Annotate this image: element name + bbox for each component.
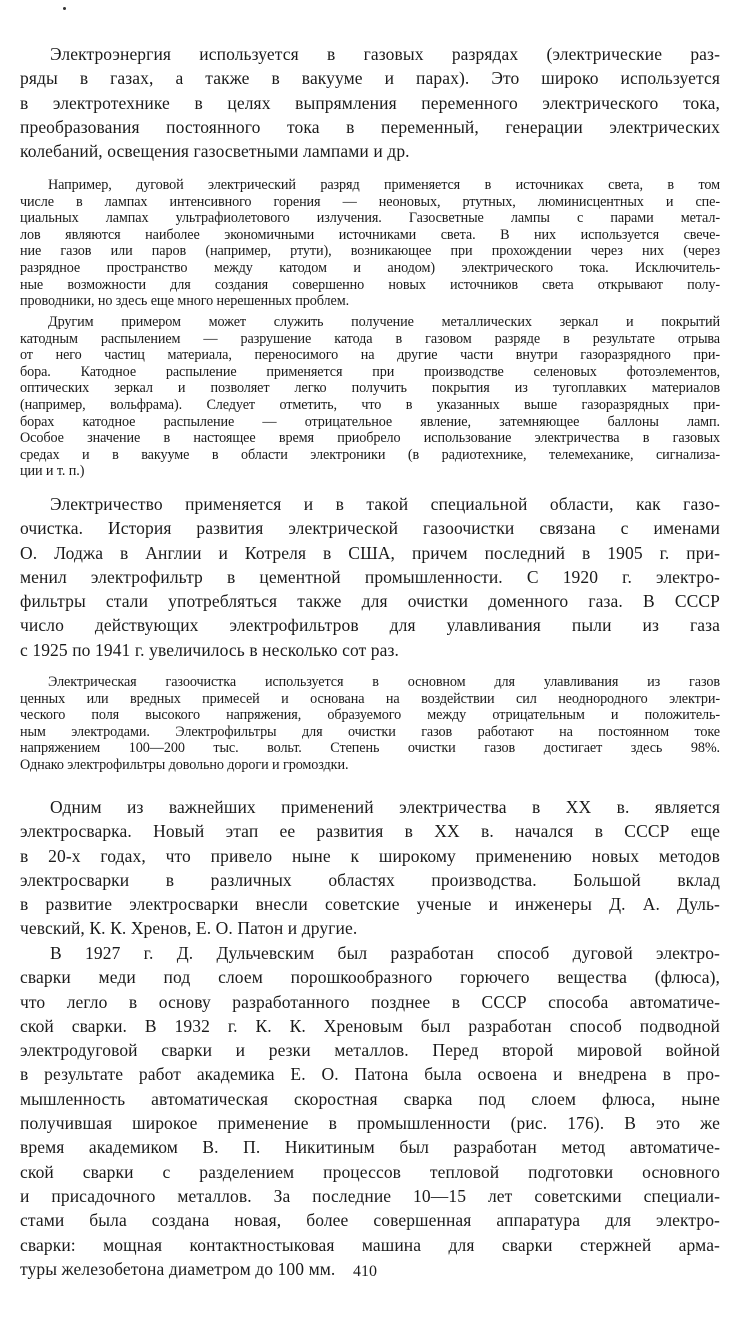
text-line: ции и т. п.) — [20, 463, 85, 480]
text-line: время академиком В. П. Никитиным был разработан метод автоматиче- — [20, 1137, 720, 1158]
text-line: электросварка. Новый этап ее развития в XX в. начался в СССР еще — [20, 821, 720, 842]
text-line: от него частиц материала, переносимого на другие части внутри газоразрядного при- — [20, 347, 720, 364]
text-line: Электрическая газоочистка используется в основном для улавливания из газов — [48, 674, 720, 690]
text-line: Одним из важнейших применений электричества в XX в. является — [50, 797, 720, 817]
text-line: в результате работ академика Е. О. Патона была освоена и внедрена в про- — [20, 1064, 720, 1085]
text-line: Например, дуговой электрический разряд применяется в источниках света, в том — [48, 177, 720, 193]
paragraph-welding-history — [20, 941, 720, 1281]
text-line: ные возможности для создания совершенно новых источников света открывают полу- — [20, 276, 720, 293]
text-line: очистка. История развития электрической газоочистки связана с именами — [20, 518, 720, 539]
page-number: 410 — [353, 1263, 377, 1280]
text-line: В 1927 г. Д. Дульчевским был разработан способ дуговой электро- — [50, 943, 720, 963]
text-line: Электроэнергия используется в газовых разрядах (электрические раз- — [50, 44, 720, 64]
text-line: число действующих электрофильтров для улавливания пыли из газа — [20, 615, 720, 636]
text-line: Однако электрофильтры довольно дороги и громоздки. — [20, 756, 349, 773]
text-line: в 20-х годах, что привело ныне к широкому применению новых методов — [20, 845, 720, 866]
text-line: колебаний, освещения газосветными лампами и др. — [20, 141, 410, 162]
text-line: бора. Катодное распыление применяется при производстве селеновых фотоэлементов, — [20, 363, 720, 380]
paragraph-cathode-sputtering — [20, 314, 720, 480]
text-line: что легло в основу разработанного позднее в СССР способа автоматиче- — [20, 991, 720, 1012]
text-line: разрядное пространство между катодом и анодом) электрического тока. Исключитель- — [20, 259, 720, 276]
scan-speck — [63, 7, 66, 10]
text-line: средах и в вакууме в области электроники (в радиотехнике, телемеханике, сигнализа- — [20, 446, 720, 463]
text-line: ряды в газах, а также в вакууме и парах). Это широко используется — [20, 68, 720, 89]
text-line: борах катодное распыление — отрицательное явление, затемняющее баллоны ламп. — [20, 413, 720, 430]
text-line: стами была создана новая, более совершенная аппаратура для электро- — [20, 1210, 720, 1231]
text-line: в электротехнике в целях выпрямления переменного электрического тока, — [20, 92, 720, 113]
text-line: циальных лампах ультрафиолетового излучения. Газосветные лампы с парами метал- — [20, 210, 720, 227]
text-line: преобразования постоянного тока в переменный, генерации электрических — [20, 116, 720, 137]
text-line: катодным распылением — разрушение катода в газовом разряде в результате отрыва — [20, 330, 720, 347]
text-line: лов являются наиболее экономичными источниками света. В них используется свече- — [20, 226, 720, 243]
text-line: сварки меди под слоем порошкообразного горючего вещества (флюса), — [20, 967, 720, 988]
text-line: ценных или вредных примесей и основана на воздействии сил неоднородного электри- — [20, 690, 720, 707]
text-line: чевский, К. К. Хренов, Е. О. Патон и другие. — [20, 918, 358, 939]
text-line: напряжением 100—200 тыс. вольт. Степень очистки газов достигает здесь 98%. — [20, 740, 720, 757]
text-line: (например, вольфрама). Следует отметить, что в указанных выше газоразрядных при- — [20, 396, 720, 413]
text-line: сварки: мощная контактностыковая машина для сварки стержней арма- — [20, 1234, 720, 1255]
text-line: получившая широкое применение в промышленности (рис. 176). В это же — [20, 1113, 720, 1134]
text-line: фильтры стали употребляться также для очистки доменного газа. В СССР — [20, 591, 720, 612]
text-line: Особое значение в настоящее время приобрело использование электричества в газовых — [20, 430, 720, 447]
text-line: ской сварки с разделением процессов тепловой подготовки основного — [20, 1161, 720, 1182]
text-line: электродуговой сварки и резки металлов. Перед второй мировой войной — [20, 1040, 720, 1061]
text-line: ным электродами. Электрофильтры для очистки газов работают на постоянном токе — [20, 723, 720, 740]
text-line: Электричество применяется и в такой специальной области, как газо- — [50, 494, 720, 514]
paragraph-electrofilters — [20, 674, 720, 774]
text-line: ческого поля высокого напряжения, образуемого между отрицательным и положитель- — [20, 707, 720, 724]
text-line: с 1925 по 1941 г. увеличилось в несколько сот раз. — [20, 639, 399, 660]
text-line: ние газов или паров (например, ртути), возникающее при прохождении через них (через — [20, 243, 720, 260]
text-line: О. Лоджа в Англии и Котреля в США, причем последний в 1905 г. при- — [20, 542, 720, 563]
text-line: мышленность автоматическая скоростная сварка под слоем флюса, ныне — [20, 1088, 720, 1109]
text-line: туры железобетона диаметром до 100 мм. — [20, 1258, 336, 1279]
paragraph-gas-discharge — [20, 42, 720, 163]
text-line: электросварки в различных областях производства. Большой вклад — [20, 869, 720, 890]
text-line: и присадочного металлов. За последние 10—15 лет советскими специали- — [20, 1185, 720, 1206]
text-line: менил электрофильтр в цементной промышленности. С 1920 г. электро- — [20, 566, 720, 587]
text-line: проводники, но здесь еще много нерешенных проблем. — [20, 293, 350, 310]
paragraph-arc-discharge-lamps — [20, 177, 720, 310]
text-line: ской сварки. В 1932 г. К. К. Хреновым был разработан способ подводной — [20, 1015, 720, 1036]
paragraph-gas-cleaning — [20, 492, 720, 662]
text-line: оптических зеркал и позволяет легко получить покрытия из тугоплавких материалов — [20, 380, 720, 397]
text-line: в развитие электросварки внесли советские ученые и инженеры Д. А. Дуль- — [20, 894, 720, 915]
text-line: Другим примером может служить получение металлических зеркал и покрытий — [48, 314, 720, 330]
paragraph-electric-welding — [20, 795, 720, 941]
text-line: числе в лампах интенсивного горения — неоновых, ртутных, люминисцентных и спе- — [20, 193, 720, 210]
